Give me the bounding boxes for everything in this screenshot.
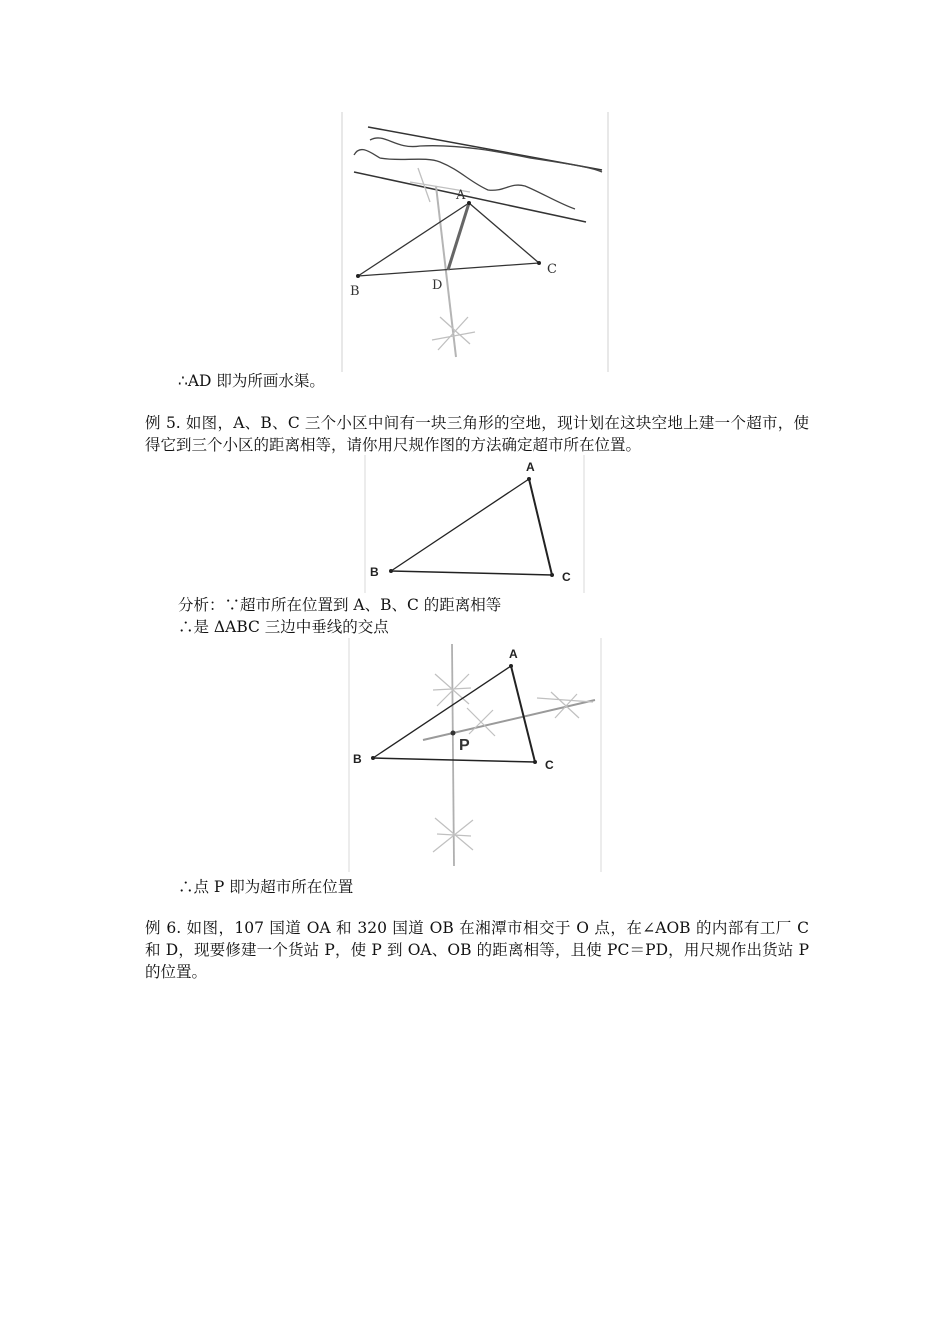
label-a: A: [526, 460, 535, 474]
figure-canal: [340, 112, 612, 374]
example-5-text: 例 5. 如图，A、B、C 三个小区中间有一块三角形的空地，现计划在这块空地上建一个超市，使得它到三个小区的距离相等，请你用尺规作图的方法确定超市所在位置。: [145, 414, 809, 454]
label-a: A: [456, 188, 466, 203]
label-d: D: [432, 278, 443, 293]
analysis-line-1: 分析：∵超市所在位置到 A、B、C 的距离相等: [178, 596, 502, 614]
label-c: C: [547, 262, 557, 277]
conclusion-point-p: ∴点 P 即为超市所在位置: [178, 878, 354, 896]
label-c: C: [545, 758, 554, 772]
river-curve: [370, 138, 602, 172]
example-6-text: 例 6. 如图，107 国道 OA 和 320 国道 OB 在湘潭市相交于 O 点，在∠AOB 的内部有工厂 C 和 D，现要修建一个货站 P，使 P 到 OA、OB 的距离相等，且使 PC＝PD，用尺规作出货站 P 的位置。: [145, 919, 809, 981]
analysis-line-2: ∴是 ΔABC 三边中垂线的交点: [178, 618, 389, 636]
label-a: A: [509, 647, 518, 661]
conclusion-canal: ∴AD 即为所画水渠。: [178, 372, 325, 390]
figure-triangle: [363, 455, 588, 595]
label-p: P: [459, 737, 470, 754]
label-b: B: [370, 565, 379, 579]
label-c: C: [562, 570, 571, 584]
figure-bisectors: [347, 638, 605, 874]
label-b: B: [353, 752, 362, 766]
label-b: B: [350, 284, 360, 299]
